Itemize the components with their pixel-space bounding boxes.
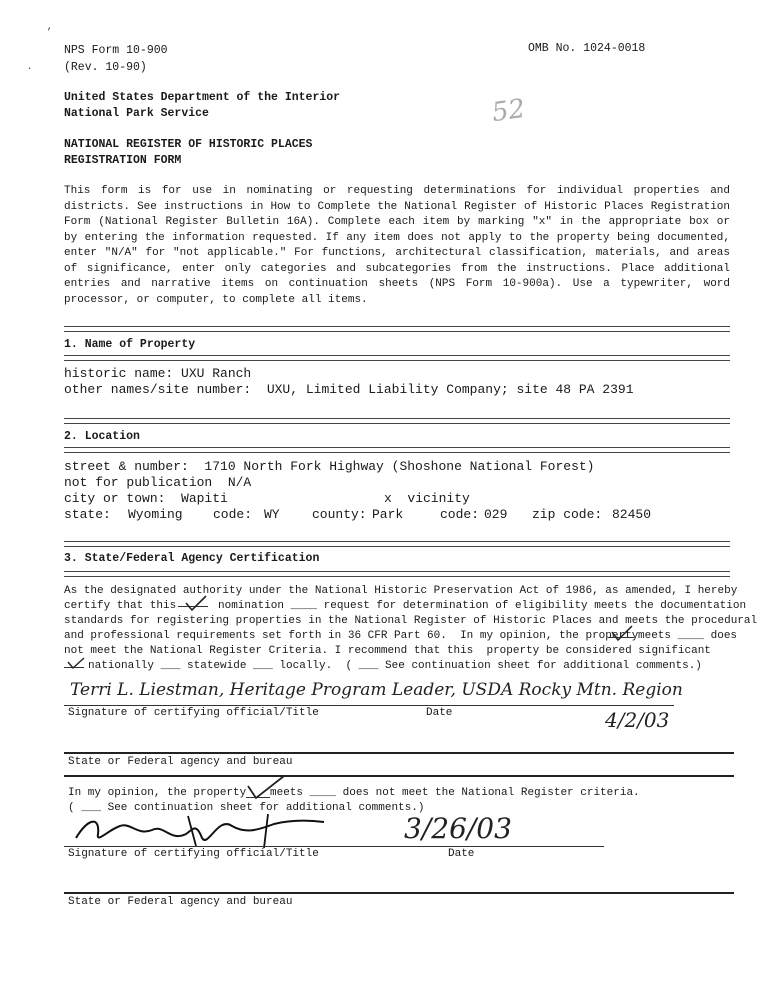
checkmark-icon [184,594,210,612]
form-revision: (Rev. 10-90) [64,61,147,74]
cert-line2b: nomination ____ request for determination of eligibility meets the documentation [218,600,747,612]
section2-heading: 2. Location [64,430,140,443]
opinion-line-a: In my opinion, the property [68,787,247,799]
not-for-publication: not for publication N/A [64,475,252,490]
department: United States Department of the Interior [64,91,341,104]
divider [64,541,730,547]
stray-mark: , [47,22,53,32]
section1-heading: 1. Name of Property [64,338,196,351]
county-value: Park [372,507,404,522]
form-title-line1: NATIONAL REGISTER OF HISTORIC PLACES [64,138,313,151]
signature-line [64,846,604,847]
street-number: street & number: 1710 North Fork Highway (Shoshone National Forest) [64,459,595,474]
handwritten-mark: 52 [490,93,528,129]
city-town: city or town: Wapiti [64,491,228,506]
cert-line4a: and professional requirements set forth in 36 CFR Part 60. In my opinion, the property [64,630,639,642]
state-code-label: code: [213,507,253,522]
divider [64,418,730,424]
signature-line [64,705,674,706]
county-label: county: [312,507,367,522]
date-label: Date [426,707,453,719]
zip-code: 82450 [612,507,652,522]
divider [64,447,730,453]
cert-line6: nationally ___ statewide ___ locally. ( ___ See continuation sheet for additional comments.) [88,660,702,672]
cert-line4b: meets ____ does [638,630,738,642]
signature-1: Terri L. Liestman, Heritage Program Leader, USDA Rocky Mtn. Region [70,680,683,700]
divider [64,355,730,361]
section-rule [64,892,734,894]
section-rule [64,775,734,777]
cert-line5: not meet the National Register Criteria. I recommend that this property be considered significant [64,645,711,657]
form-number: NPS Form 10-900 [64,44,168,57]
cert-line1: As the designated authority under the National Historic Preservation Act of 1986, as amended, I hereby [64,585,738,597]
date-label-2: Date [448,848,475,860]
section3-heading: 3. State/Federal Agency Certification [64,552,320,565]
checkmark-icon [66,656,86,670]
agency-label-2: State or Federal agency and bureau [68,896,293,908]
county-code: 029 [484,507,508,522]
state-label: state: [64,507,111,522]
other-names: other names/site number: UXU, Limited Liability Company; site 48 PA 2391 [64,382,634,397]
instructions-paragraph: This form is for use in nominating or requesting determinations for individual properties and districts. See instructions in How to Complete the National Register of Historic Places Registration Form (National Register Bulletin 16A). Complete each item by marking "x" in the appropriate box or by entering the information requested. If any item does not apply to the property being documented, enter "N/A" for "not applicable." For functions, architectural classification, materials, and areas of significance, enter only categories and subcategories from the instructions. Place additional entries and narrative items on continuation sheets (NPS Form 10-900a). Use a typewriter, word processor, or computer, to complete all items. [64,185,730,306]
signature-label: Signature of certifying official/Title [68,707,319,719]
date-1: 4/2/03 [605,708,670,732]
vicinity: x vicinity [384,491,470,506]
date-2: 3/26/03 [404,812,512,845]
section-rule [64,752,734,754]
stray-dot: . [27,62,33,72]
checkmark-icon [610,624,636,642]
zip-label: zip code: [532,507,603,522]
omb-number: OMB No. 1024-0018 [528,42,646,55]
opinion-line-b: meets ____ does not meet the National Register criteria. [270,787,640,799]
county-code-label: code: [440,507,480,522]
signature-label-2: Signature of certifying official/Title [68,848,319,860]
agency-label: State or Federal agency and bureau [68,756,293,768]
service: National Park Service [64,107,209,120]
cert-line3: standards for registering properties in the National Register of Historic Places and meets the procedural [64,615,758,627]
see-continuation: ( ___ See continuation sheet for additional comments.) [68,802,425,814]
divider [64,326,730,332]
divider [64,571,730,577]
historic-name: historic name: UXU Ranch [64,366,252,381]
cert-line2a: certify that this [64,600,177,612]
state-code: WY [264,507,280,522]
form-title-line2: REGISTRATION FORM [64,154,182,167]
state-value: Wyoming [128,507,183,522]
